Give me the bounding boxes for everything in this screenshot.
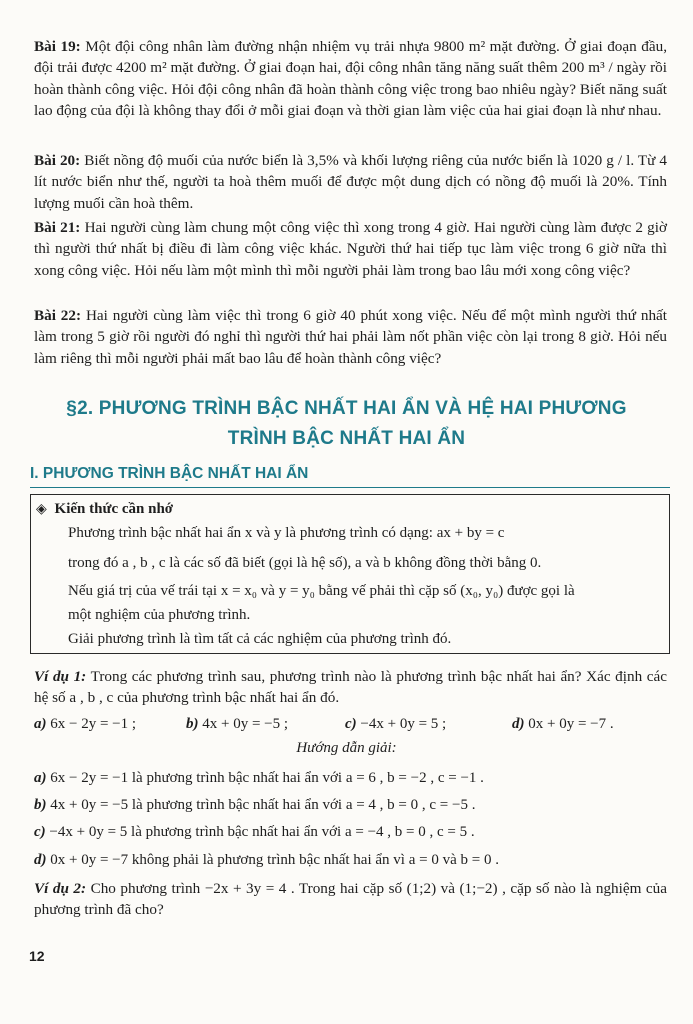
solution-d xyxy=(34,852,667,869)
problem-label: Bài 22: xyxy=(34,307,82,324)
option-label: d) xyxy=(512,716,525,732)
solution-label: d) xyxy=(34,852,47,868)
solution-text: 0x + 0y = −7 không phải là phương trình bậc nhất hai ẩn vì a = 0 và b = 0 . xyxy=(50,852,499,868)
example-text: Trong các phương trình sau, phương trình nào là phương trình bậc nhất hai ẩn? Xác định các hệ số a , b , c của phương trình bậc nhất hai ẩn đó. xyxy=(34,668,667,707)
problem-label: Bài 21: xyxy=(34,219,81,236)
guide-heading: Hướng dẫn giải: xyxy=(296,740,397,756)
example-label: Ví dụ 2: xyxy=(34,880,87,897)
problem-label: Bài 20: xyxy=(34,152,81,169)
option-equation: 0x + 0y = −7 . xyxy=(528,716,614,732)
problem-22 xyxy=(34,305,667,369)
option-b xyxy=(186,716,288,733)
option-equation: 6x − 2y = −1 ; xyxy=(50,716,137,732)
example-text: Cho phương trình −2x + 3y = 4 . Trong hai cặp số (1;2) và (1;−2) , cặp số nào là nghiệm của phương trình đã cho? xyxy=(34,880,667,919)
solution-label: c) xyxy=(34,824,46,840)
problem-text: Hai người cùng làm việc thì trong 6 giờ 40 phút xong việc. Nếu để một mình người thứ nhất làm trong 5 giờ rồi người đó nghỉ thì người thứ hai phải làm nốt phần việc còn lại trong 8 giờ. Hỏi nếu làm riêng thì mỗi người phải mất bao lâu để hoàn thành công việc? xyxy=(34,307,668,367)
solution-label: b) xyxy=(34,797,47,813)
subsection-divider xyxy=(30,487,670,488)
option-d xyxy=(512,716,614,733)
box-heading xyxy=(36,501,173,518)
option-equation: −4x + 0y = 5 ; xyxy=(360,716,447,732)
solution-text: −4x + 0y = 5 là phương trình bậc nhất hai ẩn với a = −4 , b = 0 , c = 5 . xyxy=(49,824,475,840)
example-1 xyxy=(34,666,667,709)
option-c xyxy=(345,716,446,733)
example-label: Ví dụ 1: xyxy=(34,668,87,685)
problem-19 xyxy=(34,36,667,122)
problem-text: Một đội công nhân làm đường nhận nhiệm vụ trải nhựa 9800 m² mặt đường. Ở giai đoạn đầu, đội trải được 4200 m² mặt đường. Ở giai đoạn hai, đội công nhân tăng năng suất thêm 200 m³ / ngày rồi hoàn thành công việc. Hỏi đội công nhân đã hoàn thành công việc trong bao nhiêu ngày? Biết năng suất lao động của đội là không thay đổi ở mỗi giai đoạn và thời gian làm việc của hai giai đoạn là như nhau. xyxy=(34,38,667,120)
option-equation: 4x + 0y = −5 ; xyxy=(202,716,289,732)
option-a xyxy=(34,716,136,733)
section-title-line2: TRÌNH BẬC NHẤT HAI ẨN xyxy=(227,428,466,449)
key-knowledge-box xyxy=(30,494,670,654)
box-heading-text: Kiến thức cần nhớ xyxy=(54,501,174,517)
problem-text: Hai người cùng làm chung một công việc thì xong trong 4 giờ. Hai người cùng làm được 2 giờ thì người thứ nhất bị điều đi làm công việc khác. Người thứ hai tiếp tục làm việc trong 6 giờ nữa thì xong công việc. Hỏi nếu làm một mình thì mỗi người phải làm trong bao lâu mới xong công việc? xyxy=(34,219,667,279)
solution-text: 4x + 0y = −5 là phương trình bậc nhất hai ẩn với a = 4 , b = 0 , c = −5 . xyxy=(50,797,476,813)
box-line: trong đó a , b , c là các số đã biết (gọi là hệ số), a và b không đồng thời bằng 0. xyxy=(68,555,542,571)
box-line: một nghiệm của phương trình. xyxy=(68,607,251,623)
problem-label: Bài 19: xyxy=(34,38,81,55)
diamond-icon: ◈ xyxy=(36,502,47,517)
subsection-title: I. PHƯƠNG TRÌNH BẬC NHẤT HAI ẨN xyxy=(30,465,309,482)
page-number: 12 xyxy=(29,948,45,964)
box-line: Phương trình bậc nhất hai ẩn x và y là phương trình có dạng: ax + by = c xyxy=(68,525,505,541)
option-label: b) xyxy=(186,716,199,732)
solution-b xyxy=(34,797,667,814)
problem-20 xyxy=(34,150,667,214)
solution-label: a) xyxy=(34,770,47,786)
solution-text: 6x − 2y = −1 là phương trình bậc nhất hai ẩn với a = 6 , b = −2 , c = −1 . xyxy=(50,770,484,786)
section-title-line1: §2. PHƯƠNG TRÌNH BẬC NHẤT HAI ẨN VÀ HỆ HAI PHƯƠNG xyxy=(66,398,627,419)
problem-text: Biết nồng độ muối của nước biển là 3,5% và khối lượng riêng của nước biển là 1020 g / l. Từ 4 lít nước biển như thế, người ta hoà thêm muối để được một dung dịch có nồng độ muối là 20%. Tính lượng muối cần hoà thêm. xyxy=(34,152,667,212)
option-label: a) xyxy=(34,716,47,732)
box-line: Giải phương trình là tìm tất cả các nghiệm của phương trình đó. xyxy=(68,631,452,647)
solution-a xyxy=(34,770,667,787)
box-line: Nếu giá trị của vế trái tại x = x₀ và y = y₀ bằng vế phải thì cặp số (x₀, y₀) được gọi là xyxy=(68,583,575,599)
solution-c xyxy=(34,824,667,841)
problem-21 xyxy=(34,217,667,281)
option-label: c) xyxy=(345,716,357,732)
example-2 xyxy=(34,878,667,921)
